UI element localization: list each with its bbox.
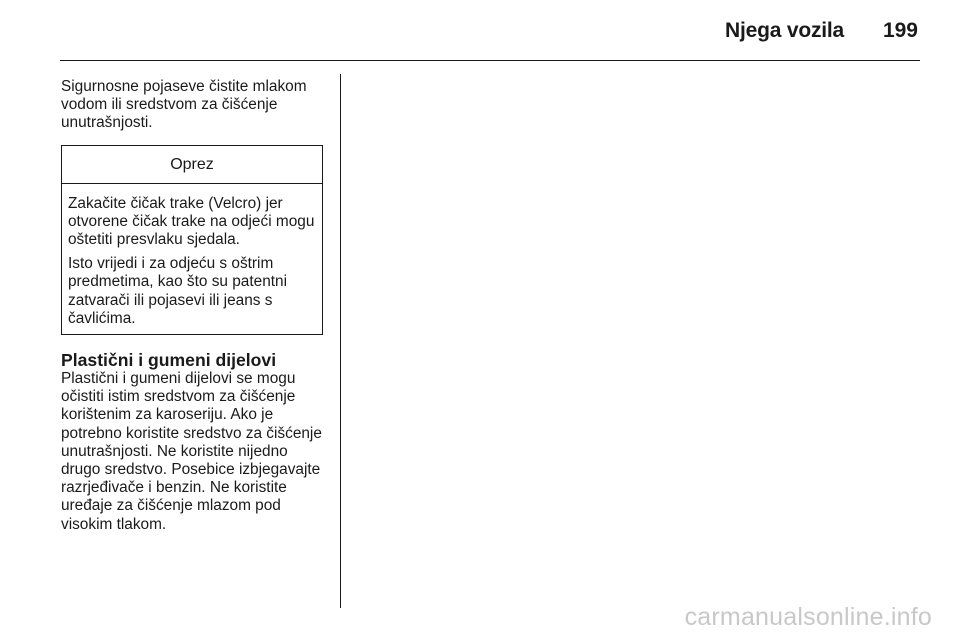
section-body: Plastični i gumeni dijelovi se mogu očistiti istim sredstvom za čišćenje korištenim za karoseriju. Ako je potrebno koristite sredstvo za čišćenje unutrašnjosti. Ne koristite nijedno drugo sredstvo. Posebice izbjegavajte razrjeđivače i benzin. Ne koristite uređaje za čišćenje mlazom pod visokim tlakom. — [61, 370, 322, 533]
caution-body — [62, 184, 322, 334]
header-rule — [60, 60, 920, 61]
chapter-title: Njega vozila — [725, 19, 844, 42]
section-heading: Plastični i gumeni dijelovi — [61, 350, 277, 371]
caution-box — [61, 145, 323, 335]
caution-paragraph-1: Zakačite čičak trake (Velcro) jer otvorene čičak trake na odjeći mogu oštetiti presvlaku sjedala. — [68, 194, 315, 249]
page-header — [0, 0, 960, 62]
page-number: 199 — [882, 19, 918, 42]
caution-title: Oprez — [62, 146, 322, 184]
watermark-text: carmanualsonline.info — [684, 603, 932, 631]
left-column — [61, 78, 329, 534]
intro-paragraph: Sigurnosne pojaseve čistite mlakom vodom ili sredstvom za čišćenje unutrašnjosti. — [61, 78, 307, 132]
column-divider — [340, 74, 341, 608]
caution-paragraph-2: Isto vrijedi i za odjeću s oštrim predmetima, kao što su patentni zatvarači ili pojasevi ili jeans s čavlićima. — [68, 255, 288, 327]
